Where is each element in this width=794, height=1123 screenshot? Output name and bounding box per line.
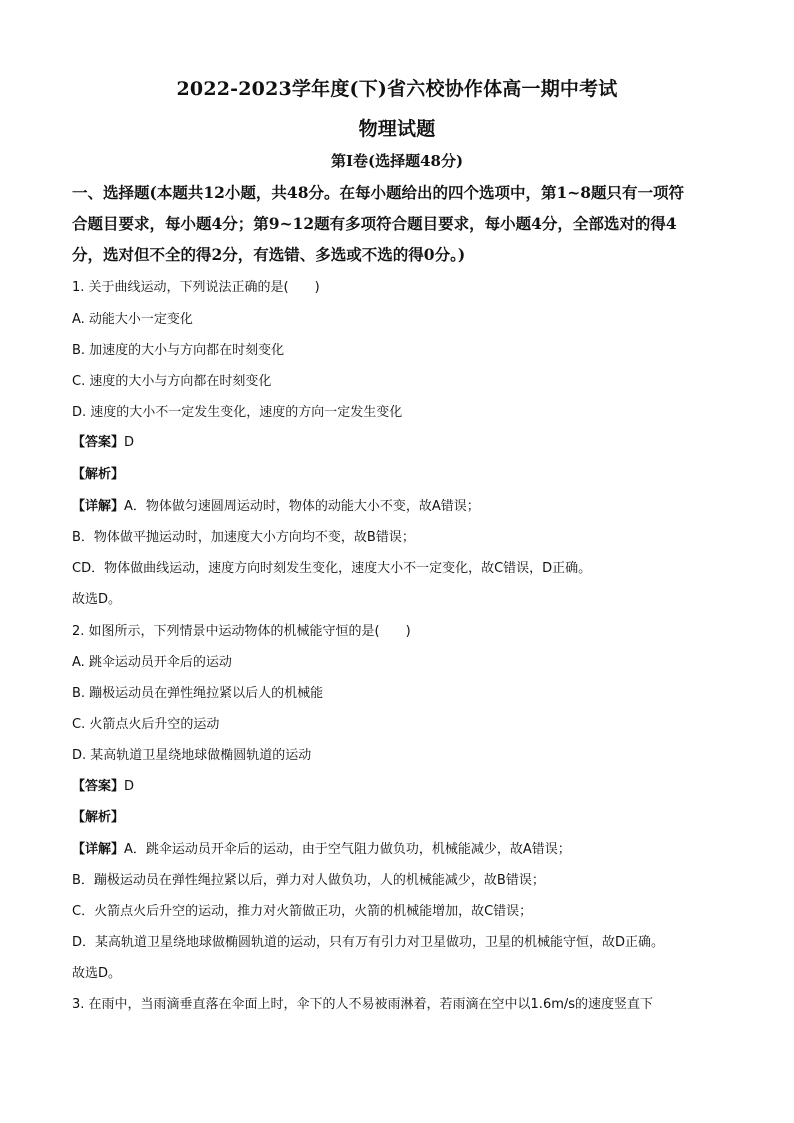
q1-option-d: D. 速度的大小不一定发生变化，速度的方向一定发生变化 xyxy=(72,405,403,420)
section-line-2: 合题目要求，每小题4分；第9~12题有多项符合题目要求，每小题4分，全部选对的得4 xyxy=(72,214,677,233)
answer-value: D xyxy=(124,435,135,450)
subject-title: 物理试题 xyxy=(358,118,436,140)
q2-option-b: B. 蹦极运动员在弹性绳拉紧以后人的机械能 xyxy=(72,686,324,701)
q1-stem: 1. 关于曲线运动，下列说法正确的是( ) xyxy=(72,280,320,295)
detail-text: A．物体做匀速圆周运动时，物体的动能大小不变，故A错误； xyxy=(124,499,480,514)
part-heading: 第Ⅰ卷(选择题48分) xyxy=(330,152,464,170)
q1-option-b: B. 加速度的大小与方向都在时刻变化 xyxy=(72,343,285,358)
q1-answer xyxy=(72,431,732,450)
section-instructions xyxy=(72,177,722,270)
q1-detail-2: B．物体做平抛运动时，加速度大小方向均不变，故B错误； xyxy=(72,530,415,545)
q2-option-d: D. 某高轨道卫星绕地球做椭圆轨道的运动 xyxy=(72,748,312,763)
q2-detail-1 xyxy=(72,838,732,857)
answer-tag: 【答案】 xyxy=(72,779,125,794)
q1-analysis xyxy=(72,463,732,482)
q2-conclusion: 故选D。 xyxy=(72,966,122,981)
answer-tag: 【答案】 xyxy=(72,435,125,450)
q2-detail-4: D．某高轨道卫星绕地球做椭圆轨道的运动，只有万有引力对卫星做功，卫星的机械能守恒，故D正确。 xyxy=(72,935,665,950)
analysis-tag: 【解析】 xyxy=(72,810,125,825)
section-line-3: 分，选对但不全的得2分，有选错、多选或不选的得0分。) xyxy=(72,245,466,264)
q1-conclusion: 故选D。 xyxy=(72,592,122,607)
section-line-1: 一、选择题(本题共12小题，共48分。在每小题给出的四个选项中，第1~8题只有一项符 xyxy=(72,183,685,202)
q2-analysis xyxy=(72,806,732,825)
q2-detail-3: C．火箭点火后升空的运动，推力对火箭做正功，火箭的机械能增加，故C错误； xyxy=(72,904,533,919)
analysis-tag: 【解析】 xyxy=(72,467,125,482)
q2-option-c: C. 火箭点火后升空的运动 xyxy=(72,717,220,732)
q1-detail-1 xyxy=(72,495,732,514)
q2-answer xyxy=(72,775,732,794)
q3-stem: 3. 在雨中，当雨滴垂直落在伞面上时，伞下的人不易被雨淋着，若雨滴在空中以1.6m/s的速度竖直下 xyxy=(72,997,654,1012)
q1-option-a: A. 动能大小一定变化 xyxy=(72,312,193,327)
q2-stem: 2. 如图所示，下列情景中运动物体的机械能守恒的是( ) xyxy=(72,624,411,639)
detail-tag: 【详解】 xyxy=(72,499,125,514)
q2-option-a: A. 跳伞运动员开伞后的运动 xyxy=(72,655,232,670)
exam-title: 2022-2023学年度(下)省六校协作体高一期中考试 xyxy=(176,78,618,100)
answer-value: D xyxy=(124,779,135,794)
q2-detail-2: B．蹦极运动员在弹性绳拉紧以后，弹力对人做负功，人的机械能减少，故B错误； xyxy=(72,873,545,888)
detail-tag: 【详解】 xyxy=(72,842,125,857)
detail-text: A．跳伞运动员开伞后的运动，由于空气阻力做负功，机械能减少，故A错误； xyxy=(124,842,571,857)
q1-detail-3: CD．物体做曲线运动，速度方向时刻发生变化，速度大小不一定变化，故C错误，D正确。 xyxy=(72,561,592,576)
q1-option-c: C. 速度的大小与方向都在时刻变化 xyxy=(72,374,272,389)
